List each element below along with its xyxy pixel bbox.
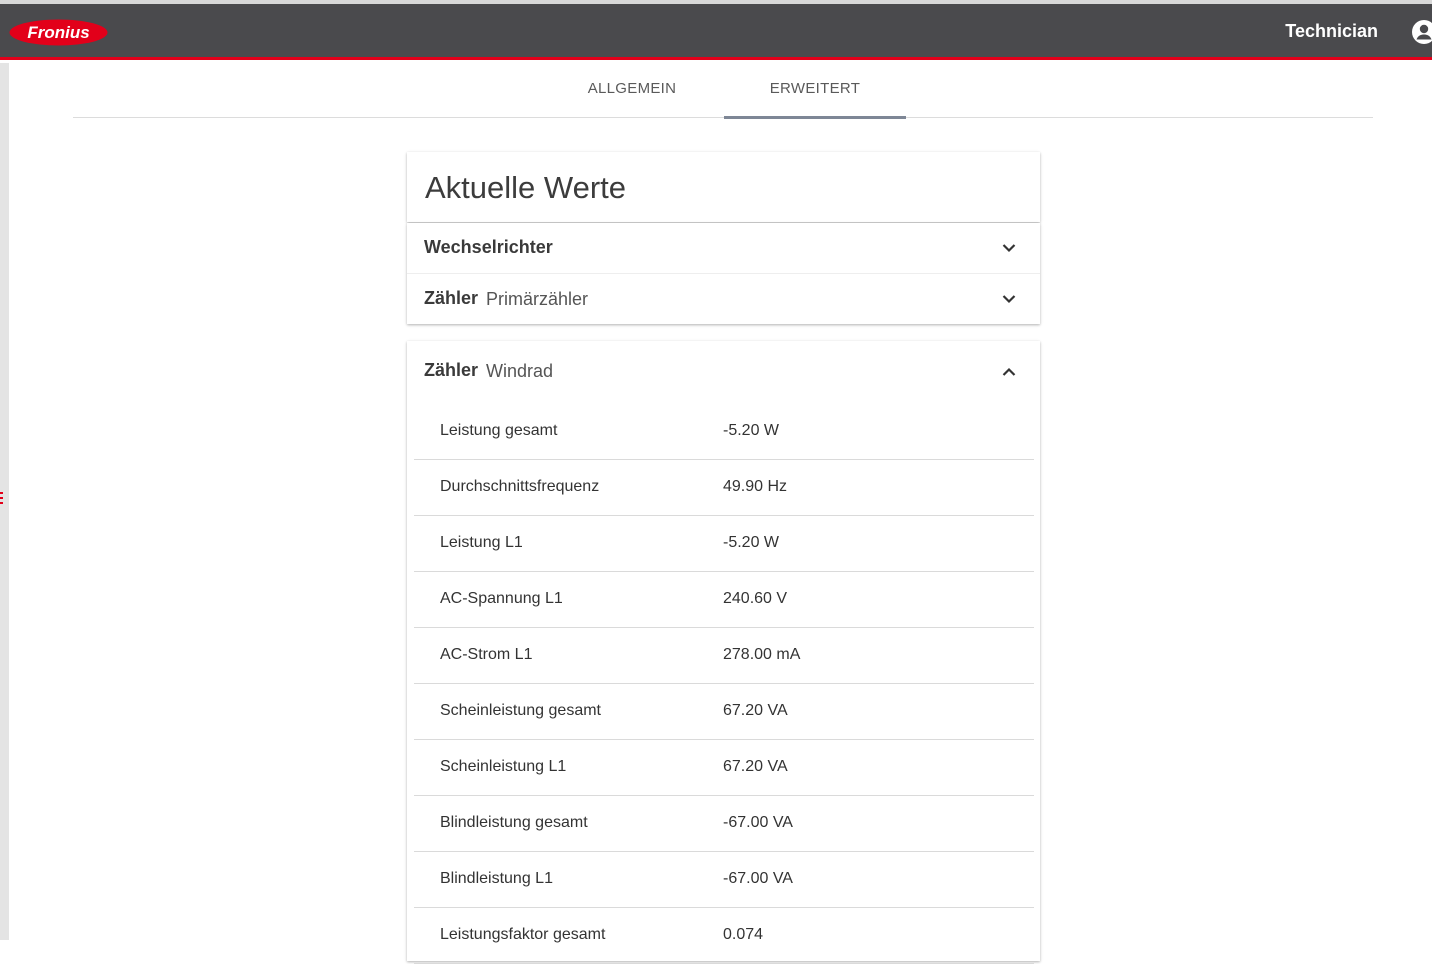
table-row xyxy=(414,404,1034,460)
table-row xyxy=(414,628,1034,684)
table-row xyxy=(414,740,1034,796)
tab-allgemein[interactable]: ALLGEMEIN xyxy=(587,80,677,97)
value-reading: 240.60 V xyxy=(723,590,788,607)
account-circle-icon[interactable] xyxy=(1411,19,1432,45)
brand-text: Fronius xyxy=(27,23,90,42)
panel-subtitle: Windrad xyxy=(486,361,554,381)
value-label: Scheinleistung L1 xyxy=(440,758,567,775)
panel-header-zaehler-windrad[interactable] xyxy=(407,347,1040,397)
panel-header-wechselrichter[interactable] xyxy=(407,223,1040,273)
value-reading: -5.20 W xyxy=(723,422,780,439)
panel-subtitle: Primärzähler xyxy=(486,289,589,309)
table-row xyxy=(414,572,1034,628)
value-reading: 67.20 VA xyxy=(723,702,788,719)
value-reading: 278.00 mA xyxy=(723,646,801,663)
panel-header-zaehler-primaer[interactable] xyxy=(407,274,1040,324)
value-label: Blindleistung L1 xyxy=(440,870,553,887)
table-row xyxy=(414,908,1034,964)
tab-erweitert[interactable]: ERWEITERT xyxy=(724,63,906,117)
value-reading: 0.074 xyxy=(723,926,764,943)
value-reading: -5.20 W xyxy=(723,534,780,551)
chevron-down-icon[interactable] xyxy=(1000,290,1018,308)
value-label: Leistung L1 xyxy=(440,534,523,551)
panel-title: Zähler xyxy=(424,360,479,380)
value-label: Leistung gesamt xyxy=(440,422,558,439)
fronius-logo[interactable] xyxy=(9,19,108,46)
value-label: Blindleistung gesamt xyxy=(440,814,588,831)
page-title: Aktuelle Werte xyxy=(425,170,627,205)
sidebar-toggle-icon[interactable] xyxy=(0,492,4,508)
user-role-label[interactable]: Technician xyxy=(1285,21,1378,41)
expanded-panel-windrad xyxy=(407,341,1040,961)
value-label: Leistungsfaktor gesamt xyxy=(440,926,606,943)
value-reading: 67.20 VA xyxy=(723,758,788,775)
title-card xyxy=(407,152,1040,222)
panel-title: Zähler xyxy=(424,288,479,308)
tab-bar xyxy=(73,63,1373,118)
collapsed-panels-group xyxy=(407,223,1040,324)
chevron-down-icon[interactable] xyxy=(1000,239,1018,257)
value-reading: 49.90 Hz xyxy=(723,478,788,495)
value-label: AC-Spannung L1 xyxy=(440,590,563,607)
app-header xyxy=(0,4,1432,60)
value-label: Durchschnittsfrequenz xyxy=(440,478,600,495)
value-label: Scheinleistung gesamt xyxy=(440,702,601,719)
table-row xyxy=(414,852,1034,908)
table-row xyxy=(414,796,1034,852)
table-row xyxy=(414,460,1034,516)
table-row xyxy=(414,684,1034,740)
panel-title: Wechselrichter xyxy=(424,237,553,257)
value-reading: -67.00 VA xyxy=(723,814,793,831)
chevron-up-icon[interactable] xyxy=(1000,363,1018,381)
values-table xyxy=(414,404,1034,964)
value-label: AC-Strom L1 xyxy=(440,646,533,663)
value-reading: -67.00 VA xyxy=(723,870,793,887)
table-row xyxy=(414,516,1034,572)
